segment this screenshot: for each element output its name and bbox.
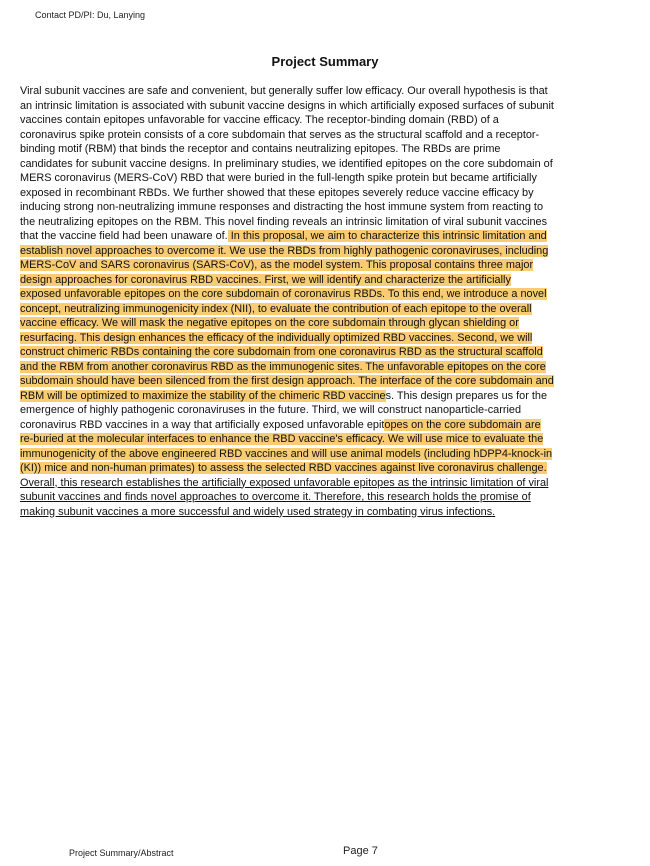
highlighted-text: resurfacing. This design enhances the efficacy of the individually optimized RBD vaccines. Second, we will <box>20 331 533 344</box>
text-segment: inducing strong non-neutralizing immune responses and distracting the host immune system from reacting to <box>20 201 544 213</box>
text-segment: that the vaccine field had been unaware of. <box>20 230 228 242</box>
text-line <box>20 389 624 404</box>
highlighted-text: immunogenicity of the above engineered RBD vaccines and will use animal models (including hDPP4-knock-in <box>20 447 553 460</box>
highlighted-text: construct chimeric RBDs containing the core subdomain from one coronavirus RBD as the structural scaffold <box>20 346 543 358</box>
text-line <box>20 128 624 143</box>
text-line <box>20 186 624 201</box>
text-line <box>20 200 624 215</box>
highlighted-text: concept, neutralizing immunogenicity index (NII), to evaluate the contribution of each epitope to the overall <box>20 302 532 315</box>
text-line <box>20 447 624 462</box>
highlighted-text: RBM will be optimized to maximize the stability of the chimeric RBD vaccine <box>20 389 386 402</box>
highlighted-text: opes on the core subdomain are <box>384 418 541 431</box>
highlighted-text: exposed unfavorable epitopes on the core subdomain of coronavirus RBDs. To this end, we introduce a novel <box>20 288 547 300</box>
text-line <box>20 418 624 433</box>
text-line <box>20 287 624 302</box>
highlighted-text: We will use mice to evaluate the <box>384 433 544 445</box>
text-line <box>20 316 624 331</box>
text-line <box>20 505 624 520</box>
contact-header: Contact PD/PI: Du, Lanying <box>35 10 146 20</box>
text-line <box>20 215 624 230</box>
text-line <box>20 403 624 418</box>
underlined-text: Overall, this research establishes the artificially exposed unfavorable epitopes as the intrinsic limitation of viral <box>20 476 549 489</box>
text-line <box>20 461 624 476</box>
text-segment: s. This design prepares us for the <box>385 389 548 402</box>
text-line <box>20 345 624 360</box>
highlighted-text: subdomain should have been silenced from the first design approach. The interface of the core subdomain and <box>20 375 554 387</box>
highlighted-text: design approaches for coronavirus RBD vaccines. First, we will identify and characterize the artificially <box>20 273 511 286</box>
text-line <box>20 476 624 491</box>
text-line <box>20 360 624 375</box>
highlighted-text: MERS-CoV and SARS coronavirus (SARS-CoV), as the model system. This proposal contains three major <box>20 259 534 271</box>
text-line <box>20 302 624 317</box>
text-line <box>20 99 624 114</box>
highlighted-text: re-buried at the molecular interfaces to enhance the RBD vaccine's efficacy. <box>20 433 385 445</box>
highlighted-text: (KI)) mice and non-human primates) to assess the selected RBD vaccines against live coronavirus challenge. <box>20 462 547 474</box>
highlighted-text: We use the RBDs from highly pathogenic coronaviruses, including <box>226 244 549 257</box>
text-line <box>20 490 624 505</box>
text-line <box>20 157 624 172</box>
text-segment: coronavirus RBD vaccines in a way that artificially exposed unfavorable epit <box>20 418 385 431</box>
text-segment: exposed in recombinant RBDs. We further showed that these epitopes severely reduce vaccine efficacy by <box>20 186 534 199</box>
text-segment: vaccines contain epitopes unfavorable for vaccine efficacy. The receptor-binding domain (RBD) of a <box>20 114 499 126</box>
footer-label: Project Summary/Abstract <box>69 848 174 858</box>
text-segment: candidates for subunit vaccine designs. In preliminary studies, we identified epitopes on the core subdomain of <box>20 157 553 170</box>
text-line <box>20 142 624 157</box>
text-segment: Viral subunit vaccines are safe and convenient, but generally suffer low efficacy. Our overall hypothesis is that <box>20 85 548 97</box>
highlighted-text: vaccine efficacy. We will mask the negative epitopes on the core subdomain through glycan shielding or <box>20 317 519 329</box>
text-segment: coronavirus spike protein consists of a core subdomain that serves as the structural scaffold and a receptor- <box>20 128 540 141</box>
page-title: Project Summary <box>271 54 379 69</box>
highlighted-text: In this proposal, we aim to characterize this intrinsic limitation and <box>227 230 547 242</box>
page-number: Page 7 <box>343 845 378 857</box>
text-line <box>20 244 624 259</box>
text-line <box>20 171 624 186</box>
text-line <box>20 432 624 447</box>
text-segment: the neutralizing epitopes on the RBM. This novel finding reveals an intrinsic limitation of viral subunit vaccines <box>20 215 548 228</box>
underlined-text: making subunit vaccines a more successful and widely used strategy in combating virus infections. <box>20 505 496 518</box>
highlighted-text: establish novel approaches to overcome it. <box>20 244 227 257</box>
highlighted-text: and the RBM from another coronavirus RBD as the immunogenic sites. The unfavorable epitopes on the core <box>20 360 546 373</box>
text-segment: emergence of highly pathogenic coronaviruses in the future. Third, we will construct nanoparticle-carried <box>20 404 522 416</box>
text-line <box>20 273 624 288</box>
text-segment: an intrinsic limitation is associated with subunit vaccine designs in which artificially exposed surfaces of subunit <box>20 99 554 112</box>
text-line <box>20 374 624 389</box>
summary-body <box>20 84 624 519</box>
underlined-text: subunit vaccines and finds novel approaches to overcome it. Therefore, this research holds the promise of <box>20 491 531 503</box>
text-line <box>20 258 624 273</box>
text-segment: binding motif (RBM) that binds the receptor and contains neutralizing epitopes. The RBDs are prime <box>20 143 501 155</box>
text-line <box>20 113 624 128</box>
text-line <box>20 331 624 346</box>
text-line <box>20 84 624 99</box>
text-segment: MERS coronavirus (MERS-CoV) RBD that were buried in the full-length spike protein but became artificially <box>20 172 537 184</box>
text-line <box>20 229 624 244</box>
